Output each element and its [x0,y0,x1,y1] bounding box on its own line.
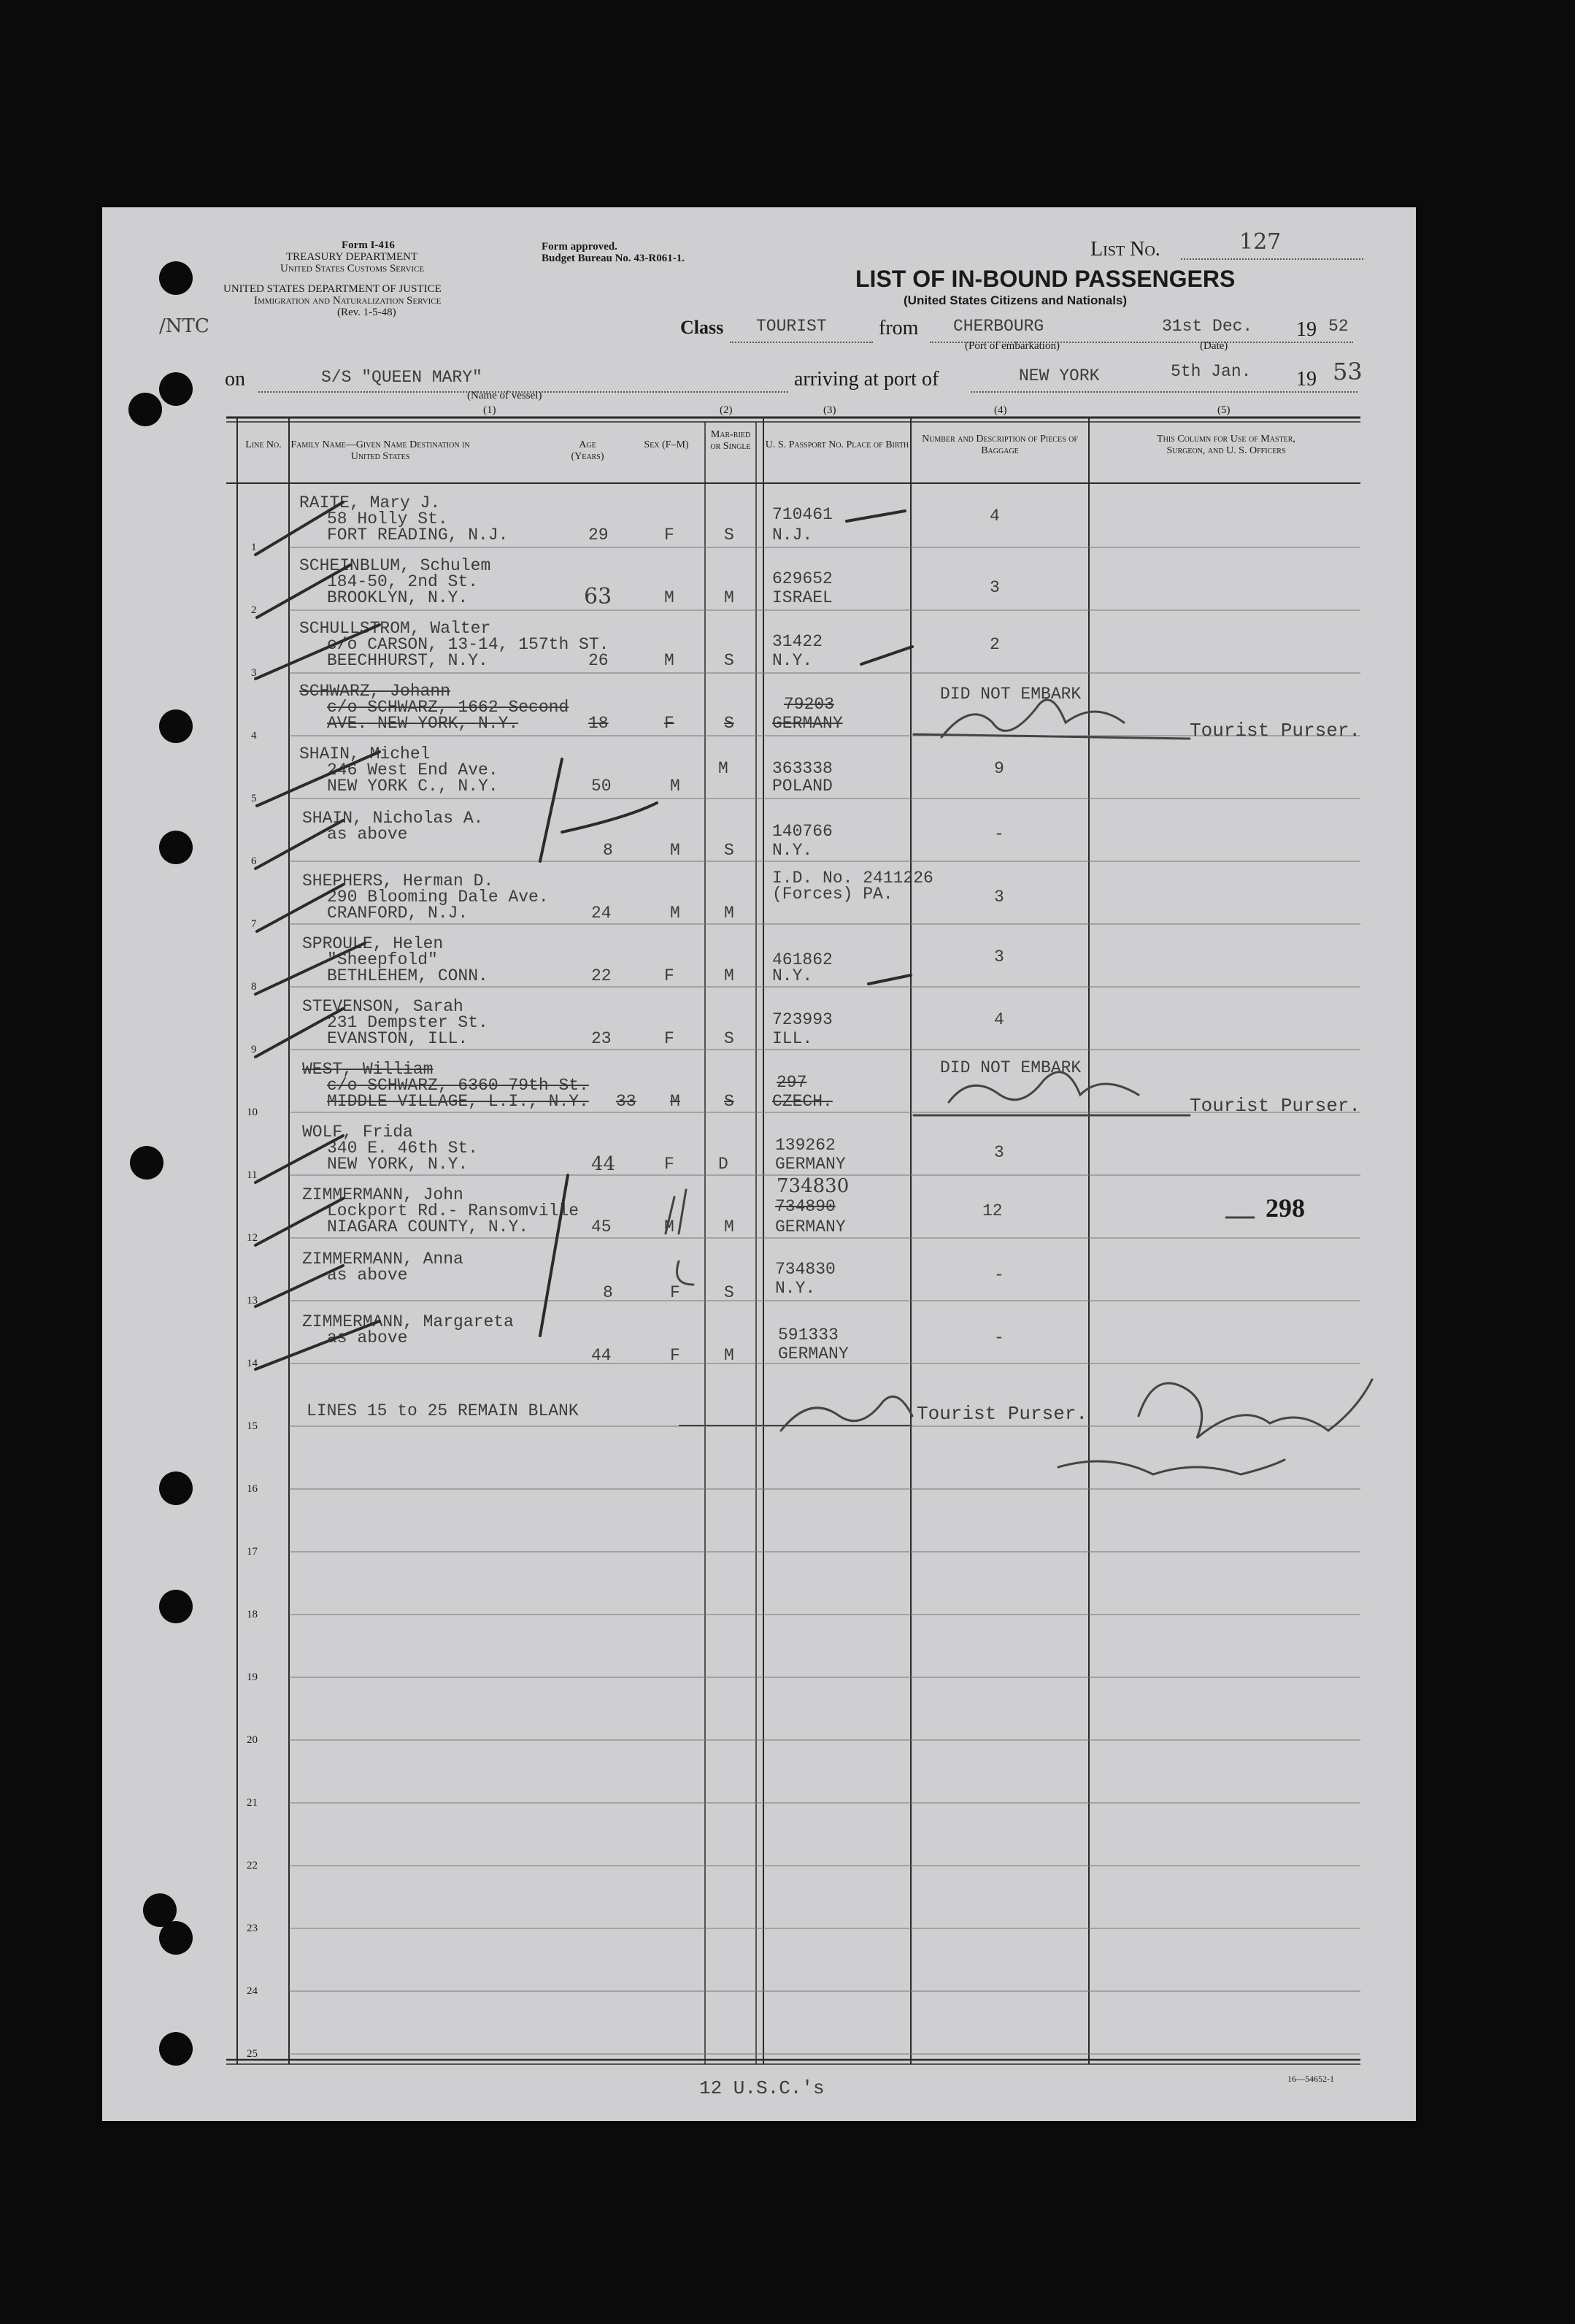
passenger-sex: M [670,777,680,796]
line-number: 24 [247,1985,258,1997]
line-number: 9 [251,1044,257,1055]
passenger-address: c/o CARSON, 13-14, 157th ST. [327,635,609,654]
line-number: 16 [247,1483,258,1495]
passenger-address: Lockport Rd.- Ransomville [327,1201,579,1220]
baggage-count: 3 [994,888,1004,907]
line-number: 17 [247,1546,258,1558]
check-mark [255,1266,343,1307]
marital-status: S [724,1092,734,1111]
check-mark [255,943,365,994]
marital-status: S [724,841,734,860]
customs-service: United States Customs Service [280,263,425,274]
passenger-city: CRANFORD, N.J. [327,904,469,923]
baggage-count: - [994,825,1004,844]
col-header-officers: This Column for Use of Master, Surgeon, and U. S. Officers [1157,434,1295,456]
vertical-stroke [540,1175,568,1336]
place-of-birth: N.J. [772,526,813,545]
line-number: 21 [247,1797,258,1809]
line-number: 10 [247,1107,258,1118]
passenger-city: EVANSTON, ILL. [327,1029,469,1048]
col-header-baggage: Number and Description of Pieces of Baggage [922,434,1078,456]
col-header-name: Family Name—Given Name Destination in United States [290,439,470,462]
passenger-sex: M [670,841,680,860]
passenger-address: c/o SCHWARZ, 6360 79th St. [327,1076,589,1095]
passenger-name: ZIMMERMANN, Margareta [302,1312,514,1331]
passenger-name: SHEPHERS, Herman D. [302,872,494,890]
line-number: 14 [247,1358,258,1369]
passenger-sex: F [664,1029,674,1048]
passenger-address: 246 West End Ave. [327,761,498,780]
line-number: 13 [247,1295,258,1307]
place-of-birth: CZECH. [772,1092,833,1111]
line-number: 1 [251,542,257,553]
check-mark [255,625,380,679]
embark-year-prefix: 19 [1296,318,1317,341]
marital-status: M [718,759,728,778]
passenger-sex: F [664,966,674,985]
passenger-address: as above [327,825,408,844]
check-mark [255,1136,343,1182]
passenger-sex: F [670,1346,680,1365]
check-mark [255,820,343,869]
blank-lines-note: LINES 15 to 25 REMAIN BLANK [307,1401,579,1420]
passenger-address: as above [327,1266,408,1285]
purser-signature [1139,1380,1372,1438]
line-number: 18 [247,1609,258,1620]
marital-status: S [724,1283,734,1302]
margin-note: /NTC [159,315,209,337]
check-mark [255,1009,343,1057]
passport-number: 461862 [772,950,833,969]
passenger-age: 44 [591,1346,612,1365]
print-code: 16—54652-1 [1287,2074,1334,2084]
line-number: 20 [247,1734,258,1746]
line-number: 3 [251,667,257,679]
form-approved: Form approved. [542,241,617,253]
line-number: 8 [251,981,257,993]
treasury-dept: TREASURY DEPARTMENT [286,251,418,263]
line-number: 19 [247,1671,258,1683]
check-mark [255,502,343,555]
line-through [914,734,1190,739]
passenger-age: 50 [591,777,612,796]
col-header-sex: Sex (F–M) [644,439,689,450]
check-mark [257,565,350,617]
embark-date: 31st Dec. [1162,317,1253,336]
marital-status: M [724,904,734,923]
citizen-count: 12 U.S.C.'s [699,2077,825,2099]
line-number: 7 [251,918,257,930]
passenger-city: NIAGARA COUNTY, N.Y. [327,1217,529,1236]
passport-number: I.D. No. 2411226 [772,869,933,888]
passenger-address: as above [327,1328,408,1347]
passenger-age: 8 [603,1283,613,1302]
passenger-sex: M [664,588,674,607]
passenger-city: BEECHHURST, N.Y. [327,651,488,670]
passenger-age: 29 [588,526,609,545]
passenger-sex: F [664,526,674,545]
class-label: Class [680,317,724,338]
marital-status: S [724,1029,734,1048]
check-mark [257,885,343,931]
passenger-name: SPROULE, Helen [302,934,444,953]
passport-number: 723993 [772,1010,833,1029]
arrival-year: 53 [1333,358,1363,385]
bracket-mark [562,803,657,832]
marital-status: M [724,1217,734,1236]
col-header-passport: U. S. Passport No. Place of Birth [765,439,909,450]
passenger-age: 33 [616,1092,636,1111]
passenger-city: FORT READING, N.J. [327,526,509,545]
purser-note: Tourist Purser. [1190,1095,1361,1117]
passenger-name: ZIMMERMANN, Anna [302,1250,463,1269]
marital-status: S [724,526,734,545]
line-number: 5 [251,793,257,804]
did-not-embark: DID NOT EMBARK [940,685,1082,704]
passenger-sex: M [664,1217,674,1236]
passport-number: 79203 [784,695,835,714]
passenger-age: 18 [588,714,609,733]
list-no-label: List No. [1090,238,1160,261]
check-stroke [869,975,911,984]
passenger-address: 231 Dempster St. [327,1013,488,1032]
line-number: 22 [247,1860,258,1871]
baggage-count: 3 [994,1143,1004,1162]
on-label: on [225,368,245,390]
passenger-name: RAITE, Mary J. [299,493,441,512]
purser-note: Tourist Purser. [1190,720,1361,742]
check-stroke [861,647,912,664]
embark-year: 52 [1328,317,1349,336]
column-number: (4) [994,404,1007,416]
passenger-address: c/o SCHWARZ, 1662 Second [327,698,569,717]
place-of-birth: GERMANY [772,714,843,733]
passenger-name: SCHWARZ, Johann [299,682,451,701]
place-of-birth: N.Y. [772,651,813,670]
place-of-birth: GERMANY [775,1217,846,1236]
col-header-line: Line No. [245,439,282,450]
purser-signature [1058,1460,1285,1474]
passenger-sex: F [670,1283,680,1302]
ins-service: Immigration and Naturalization Service [254,295,442,307]
passenger-address: 290 Blooming Dale Ave. [327,888,549,907]
marital-status: M [724,966,734,985]
passenger-name: WOLF, Frida [302,1123,413,1142]
arrival-date: 5th Jan. [1171,362,1252,381]
arrival-port: NEW YORK [1019,366,1100,385]
passport-number: 31422 [772,632,823,651]
marital-status: M [724,588,734,607]
passenger-name: SHAIN, Michel [299,744,431,763]
passenger-address: "Sheepfold" [327,950,438,969]
arriving-label: arriving at port of [794,368,939,390]
passenger-age: 44 [591,1153,616,1175]
baggage-count: 4 [990,507,1000,526]
line-number: 12 [247,1232,258,1244]
passport-number: 297 [777,1073,807,1092]
passport-number: 734830 [775,1260,836,1279]
col-header-married: Mar-ried or Single [710,429,751,452]
passenger-name: ZIMMERMANN, John [302,1185,463,1204]
marital-status: M [724,1346,734,1365]
baggage-count: 4 [994,1010,1004,1029]
passport-number: 629652 [772,569,833,588]
passenger-city: BETHLEHEM, CONN. [327,966,488,985]
passenger-age: 26 [588,651,609,670]
baggage-count: 3 [994,947,1004,966]
vertical-stroke [540,759,562,861]
column-number: (5) [1217,404,1231,416]
passport-number: 139262 [775,1136,836,1155]
place-of-birth: GERMANY [778,1344,849,1363]
vessel-name: S/S "QUEEN MARY" [321,368,482,387]
ditto-mark [666,1190,686,1234]
passport-number: 363338 [772,759,833,778]
place-of-birth: (Forces) PA. [772,885,893,904]
marital-status: D [718,1155,728,1174]
list-no: 127 [1239,229,1282,255]
line-number: 25 [247,2048,258,2060]
justice-dept: UNITED STATES DEPARTMENT OF JUSTICE [223,283,442,295]
baggage-count: - [994,1266,1004,1285]
passenger-city: BROOKLYN, N.Y. [327,588,469,607]
passenger-sex: F [664,714,674,733]
line-number: 2 [251,604,257,616]
line-number: 15 [247,1420,258,1432]
line-number: 4 [251,730,257,742]
passport-number: 734830 [777,1175,850,1197]
passenger-address: 340 E. 46th St. [327,1139,479,1158]
from-label: from [879,317,919,339]
baggage-count: 12 [982,1201,1003,1220]
passport-number: 140766 [772,822,833,841]
line-number: 23 [247,1923,258,1934]
passenger-age: 45 [591,1217,612,1236]
passenger-age: 23 [591,1029,612,1048]
passenger-city: NEW YORK, N.Y. [327,1155,469,1174]
ditto-mark [677,1261,694,1285]
passenger-age: 24 [591,904,612,923]
column-number: (3) [823,404,836,416]
revision: (Rev. 1-5-48) [337,307,396,318]
check-mark [255,1198,343,1245]
passenger-age: 8 [603,841,613,860]
initials-signature [781,1396,912,1431]
place-of-birth: N.Y. [772,966,813,985]
did-not-embark: DID NOT EMBARK [940,1058,1082,1077]
baggage-count: 3 [990,578,1000,597]
passenger-name: SCHULLSTROM, Walter [299,619,491,638]
passenger-sex: M [670,1092,680,1111]
place-of-birth: ISRAEL [772,588,833,607]
initials-signature [949,1072,1139,1102]
line-number: 11 [247,1169,258,1181]
officer-mark: 298 [1266,1193,1305,1223]
initials-signature [941,700,1124,737]
line-number: 6 [251,855,257,867]
manifest-title: LIST OF IN-BOUND PASSENGERS [855,266,1236,292]
place-of-birth: ILL. [772,1029,813,1048]
col-header-age: Age (Years) [571,439,604,462]
vessel-caption: (Name of vessel) [467,390,542,401]
passenger-name: STEVENSON, Sarah [302,997,463,1016]
column-number: (2) [720,404,733,416]
date-caption: (Date) [1200,340,1228,352]
manifest-subtitle: (United States Citizens and Nationals) [904,293,1128,307]
passenger-name: SCHEINBLUM, Schulem [299,556,491,575]
passenger-name: SHAIN, Nicholas A. [302,809,484,828]
passenger-address: 58 Holly St. [327,509,448,528]
form-id: Form I-416 [342,239,395,251]
passenger-city: MIDDLE VILLAGE, L.I., N.Y. [327,1092,589,1111]
place-of-birth: GERMANY [775,1155,846,1174]
baggage-count: 2 [990,635,1000,654]
arrival-year-prefix: 19 [1296,368,1317,390]
passenger-sex: M [664,651,674,670]
marital-status: S [724,714,734,733]
passenger-city: NEW YORK C., N.Y. [327,777,498,796]
baggage-count: - [994,1328,1004,1347]
struck-passport-number: 734890 [775,1197,836,1216]
passenger-city: AVE. NEW YORK, N.Y. [327,714,519,733]
embarkation-port: CHERBOURG [953,317,1044,336]
class-value: TOURIST [756,317,827,336]
passenger-name: WEST, William [302,1060,434,1079]
passenger-age: 22 [591,966,612,985]
check-stroke [847,511,905,521]
blank-note-purser: Tourist Purser. [917,1403,1088,1425]
passenger-sex: F [664,1155,674,1174]
check-mark [257,752,380,806]
marital-status: S [724,651,734,670]
check-mark [255,1321,380,1369]
passenger-address: 184-50, 2nd St. [327,572,479,591]
place-of-birth: N.Y. [775,1279,816,1298]
baggage-count: 9 [994,759,1004,778]
passport-number: 591333 [778,1325,839,1344]
passenger-sex: M [670,904,680,923]
place-of-birth: POLAND [772,777,833,796]
passport-number: 710461 [772,505,833,524]
passenger-age: 63 [584,584,612,609]
embarkation-caption: (Port of embarkation) [965,340,1060,352]
budget-bureau: Budget Bureau No. 43-R061-1. [542,253,685,264]
column-number: (1) [483,404,496,416]
place-of-birth: N.Y. [772,841,813,860]
